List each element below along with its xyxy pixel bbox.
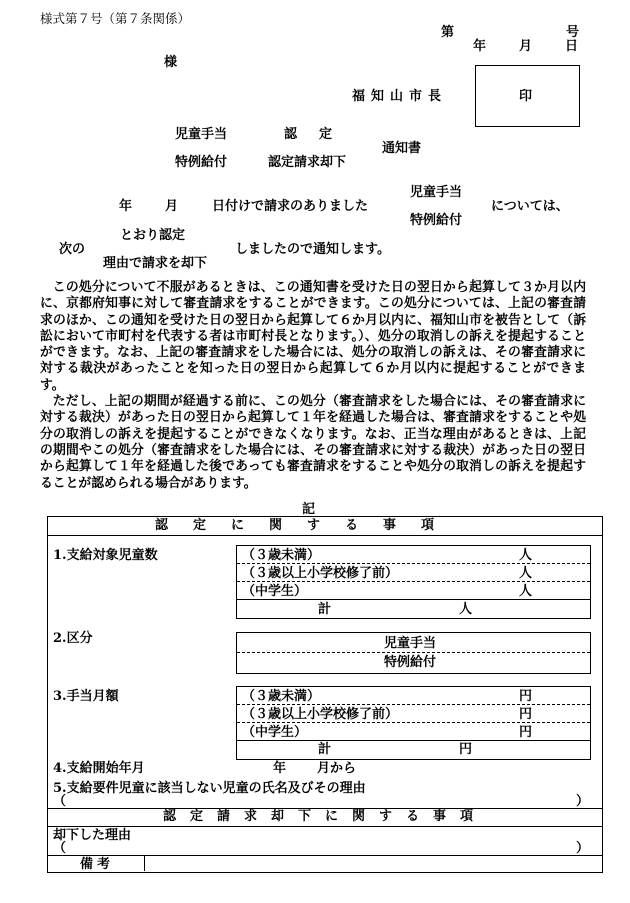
children-count-total-unit: 人 <box>459 602 473 617</box>
monthly-amount-unit-elementary: 円 <box>519 707 533 722</box>
title-suffix: 通知書 <box>382 141 422 156</box>
title-option-reject: 認定請求却下 <box>268 155 347 170</box>
category-label: 2.区分 <box>53 631 93 646</box>
date-month: 月 <box>519 39 533 54</box>
appeal-notice-paragraph-2: ただし、上記の期間が経過する前に、この処分（審査請求をした場合には、その審査請求に対する裁決）があった日の翌日から起算して１年を経過した場合は、審査請求をすることや処分の取消しの訴えを提起することができなくなります。なお、正当な理由があるときは、上記の期間やこの処分（審査請求をした場合には、その審査請求に対する裁決）があった日の翌日から起算して１年を経過した後であっても審査請求をすることや処分の取消しの訴えを提起することが認められる場合があります。 <box>40 394 586 491</box>
children-count-row-junior-high: （中学生） <box>242 584 308 599</box>
monthly-amount-row-junior-high: （中学生） <box>242 725 308 740</box>
intro-option-child-allowance: 児童手当 <box>410 185 463 200</box>
children-count-unit-junior-high: 人 <box>519 584 533 599</box>
rejection-section-header: 認定請求却下に関する事項 <box>163 809 488 824</box>
remarks-label: 備考 <box>80 857 115 872</box>
children-count-unit-under3: 人 <box>519 548 533 563</box>
children-count-row-elementary: （３歳以上小学校修了前） <box>242 566 399 581</box>
intro-next: 次の <box>59 242 86 257</box>
addressee-suffix: 様 <box>164 55 178 70</box>
monthly-amount-label: 3.手当月額 <box>53 689 119 704</box>
appeal-notice-paragraph-1: この処分について不服があるときは、この通知書を受けた日の翌日から起算して３か月以内に、京都府知事に対して審査請求をすることができます。この処分については、上記の審査請求のほか、この通知を受けた日の翌日から起算して６か月以内に、福知山市を被告として（訴訟において市町村を代表する者は市町村長となります。）、処分の取消しの訴えを提起することができます。なお、上記の審査請求をした場合には、処分の取消しの訴えは、その審査請求に対する裁決があったことを知った日の翌日から起算して６か月以内に提起することができます。 <box>40 280 586 393</box>
intro-reason-reject: 理由で請求を却下 <box>103 256 208 271</box>
ineligible-open-paren: （ <box>53 794 67 809</box>
monthly-amount-row-elementary: （３歳以上小学校修了前） <box>242 707 399 722</box>
start-month-from: 月から <box>317 761 357 776</box>
intro-reason-approve: とおり認定 <box>120 228 186 243</box>
intro-ending: しましたので通知します。 <box>235 242 390 257</box>
notice-no-suffix: 号 <box>566 25 580 40</box>
intro-month: 月 <box>165 199 179 214</box>
ineligible-close-paren: ） <box>576 794 590 809</box>
intro-option-special-benefit: 特例給付 <box>410 213 463 228</box>
approval-section-header: 認定に関する事項 <box>155 518 460 533</box>
intro-date-phrase: 日付けで請求のありました <box>212 199 369 214</box>
date-day: 日 <box>565 39 579 54</box>
monthly-amount-unit-under3: 円 <box>519 689 533 704</box>
category-option-special-benefit: 特例給付 <box>384 655 437 670</box>
ineligible-children-label: 5.支給要件児童に該当しない児童の氏名及びその理由 <box>53 781 366 796</box>
children-count-label: 1.支給対象児童数 <box>53 548 158 563</box>
monthly-amount-total-label: 計 <box>318 742 332 757</box>
form-number: 様式第７号（第７条関係） <box>40 11 191 26</box>
start-year: 年 <box>273 761 287 776</box>
monthly-amount-total-unit: 円 <box>459 742 473 757</box>
intro-year: 年 <box>119 199 133 214</box>
category-option-child-allowance: 児童手当 <box>384 636 437 651</box>
rejection-reason-label: 却下した理由 <box>53 828 132 843</box>
notice-no-prefix: 第 <box>441 25 455 40</box>
title-option-child-allowance: 児童手当 <box>175 127 228 142</box>
start-month-label: 4.支給開始年月 <box>53 761 145 776</box>
monthly-amount-unit-junior-high: 円 <box>519 725 533 740</box>
title-option-approve: 認定 <box>284 127 355 142</box>
record-label: 記 <box>302 502 316 517</box>
title-option-special-benefit: 特例給付 <box>175 155 228 170</box>
appeal-notice <box>40 280 586 492</box>
rejection-close-paren: ） <box>576 841 590 856</box>
monthly-amount-row-under3: （３歳未満） <box>242 689 321 704</box>
seal-label: 印 <box>519 89 533 104</box>
intro-about: については、 <box>491 199 569 214</box>
rejection-open-paren: （ <box>53 841 67 856</box>
date-year: 年 <box>473 39 487 54</box>
children-count-unit-elementary: 人 <box>519 566 533 581</box>
children-count-row-under3: （３歳未満） <box>242 548 321 563</box>
children-count-total-label: 計 <box>318 602 332 617</box>
issuer-name: 福知山市長 <box>352 89 448 104</box>
